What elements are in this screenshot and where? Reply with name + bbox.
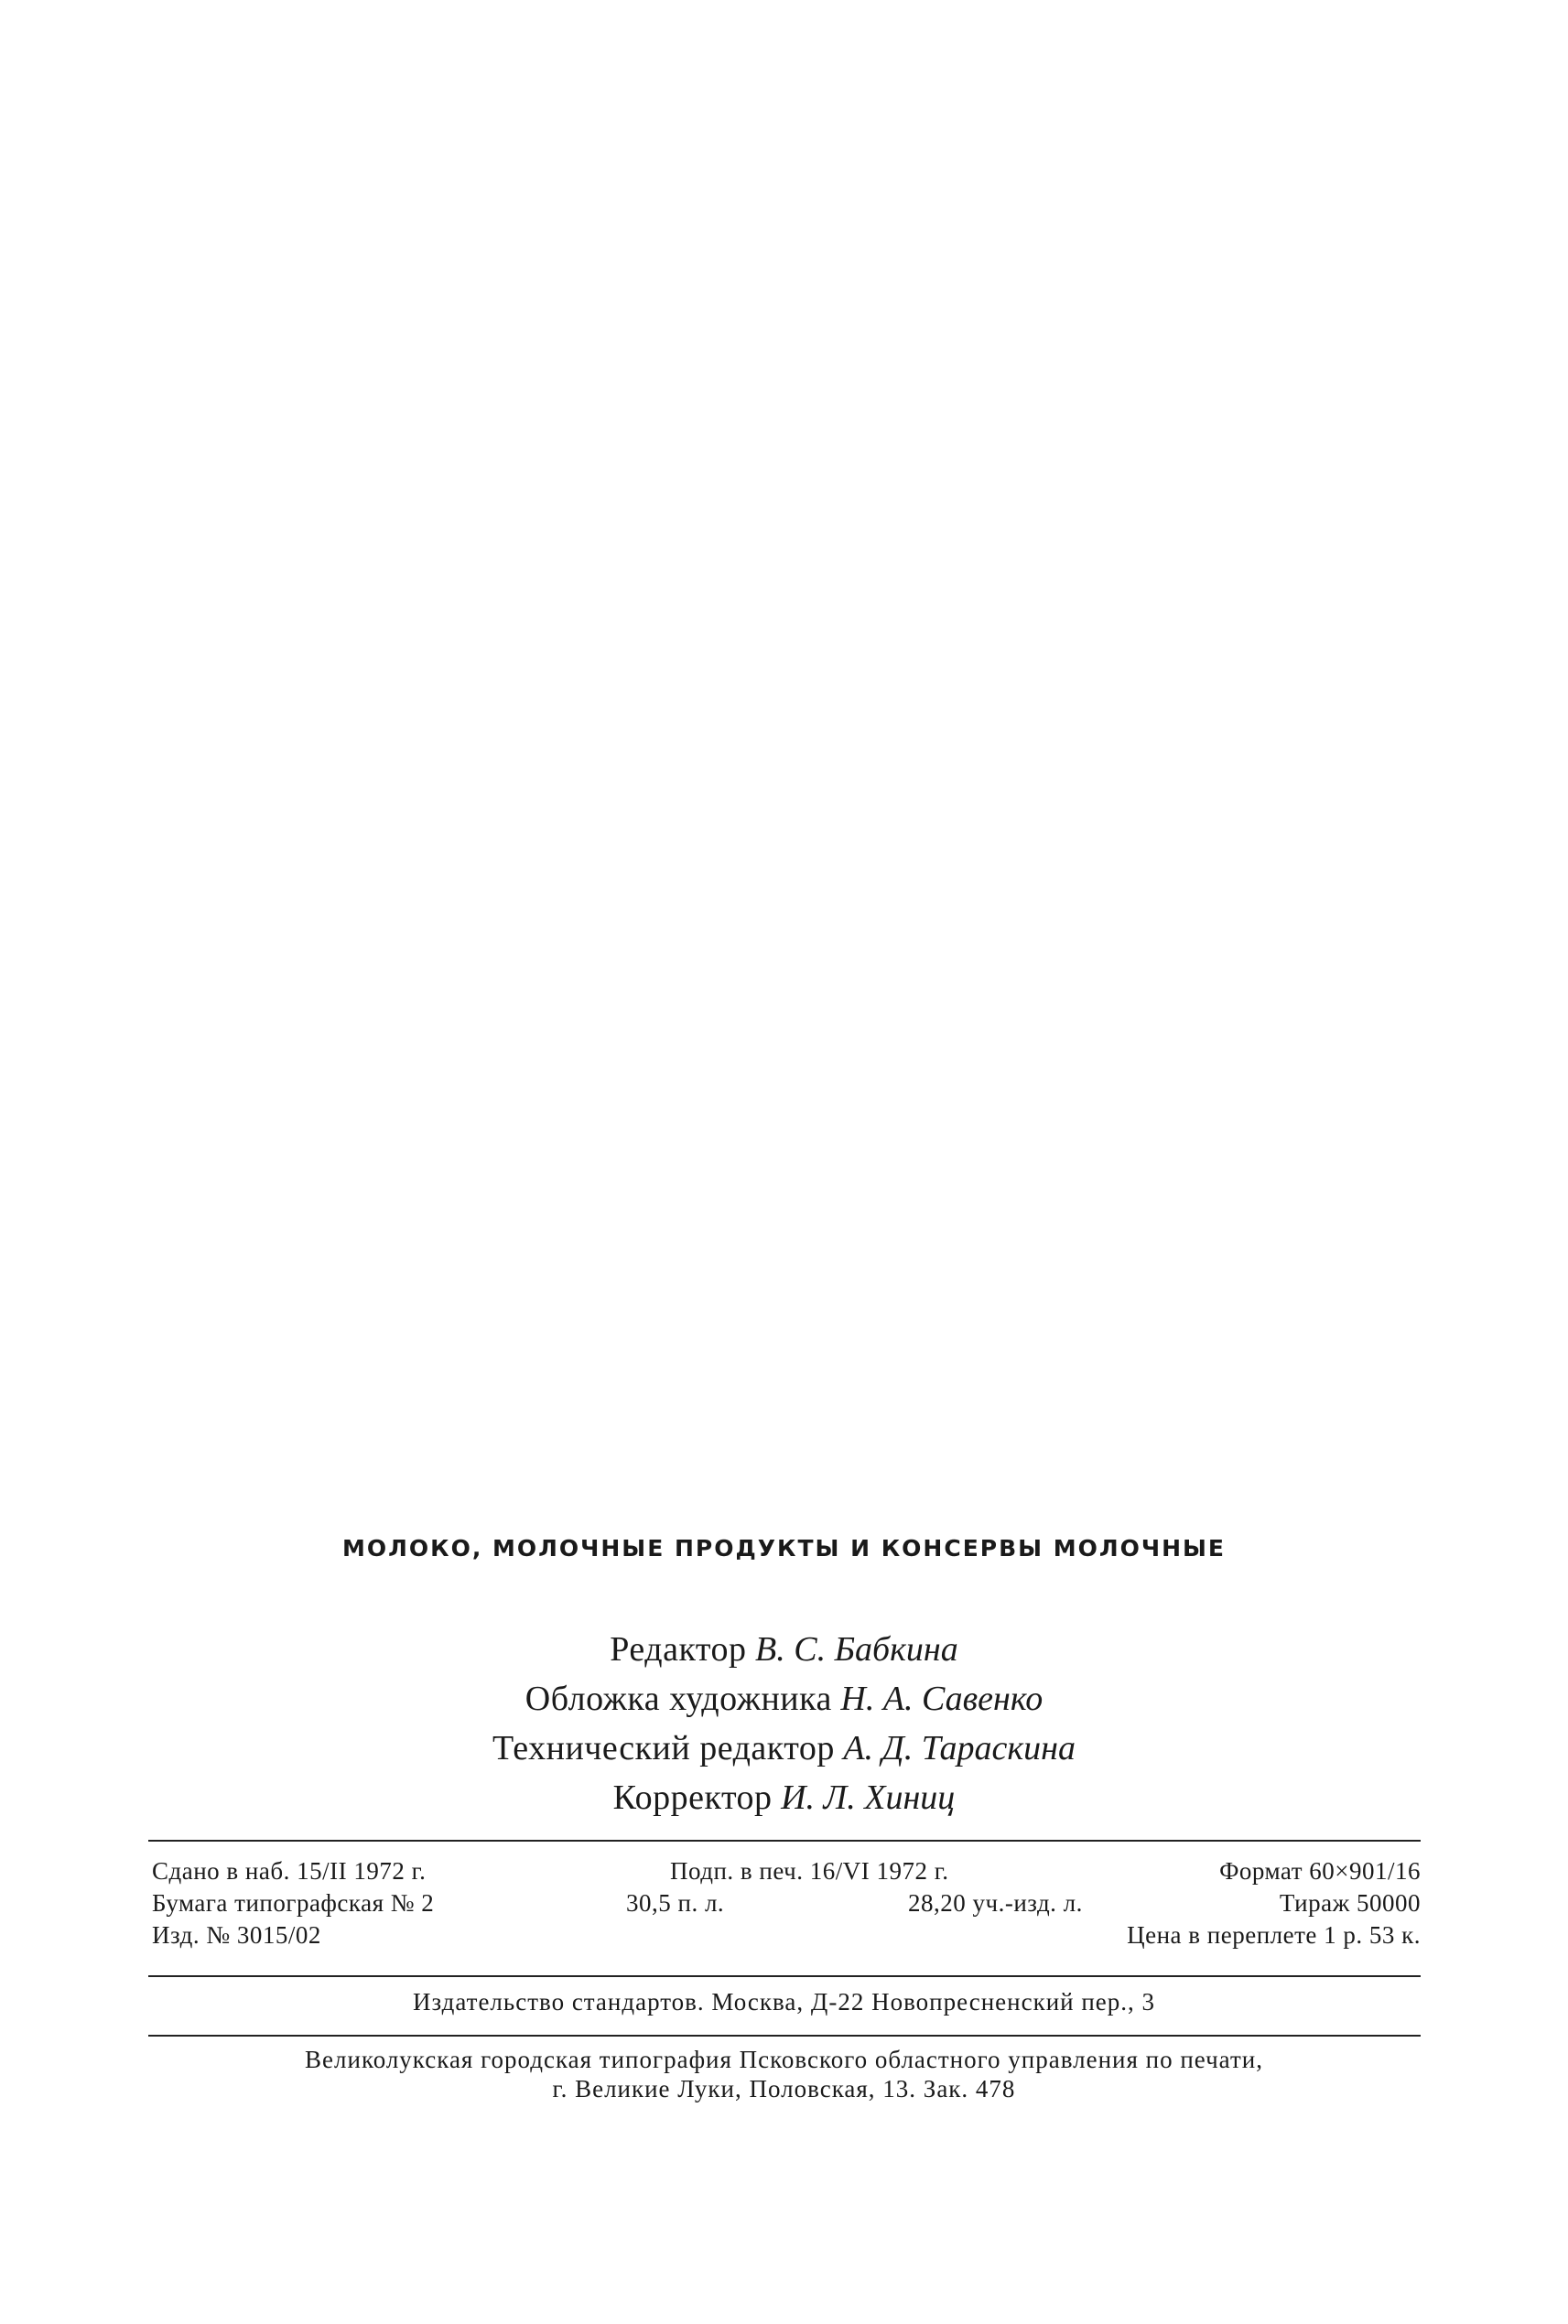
imprint-row	[148, 1887, 1421, 1919]
imprint-row	[148, 1919, 1421, 1951]
publisher-line: Издательство стандартов. Москва, Д-22 Новопресненский пер., 3	[412, 1988, 1156, 2016]
divider-rule	[148, 1840, 1421, 1842]
format-fraction: 1/16	[1374, 1857, 1421, 1885]
format-label: Формат 60×90	[1219, 1857, 1375, 1885]
signed-date: Подп. в печ. 16/VI 1972 г.	[670, 1857, 949, 1885]
credit-role: Редактор	[610, 1630, 747, 1669]
credit-name: А. Д. Тараскина	[843, 1729, 1076, 1767]
paper-type: Бумага типографская № 2	[152, 1889, 435, 1917]
credit-name: Н. А. Савенко	[840, 1680, 1044, 1718]
credit-cover-artist	[0, 1674, 1568, 1724]
credit-name: И. Л. Хиниц	[781, 1778, 956, 1817]
divider-rule	[148, 1975, 1421, 1977]
credit-editor	[0, 1625, 1568, 1674]
credit-proofreader	[0, 1773, 1568, 1822]
issue-number: Изд. № 3015/02	[152, 1921, 321, 1949]
book-title: МОЛОКО, МОЛОЧНЫЕ ПРОДУКТЫ И КОНСЕРВЫ МОЛОЧНЫЕ	[341, 1535, 1227, 1562]
submitted-date: Сдано в наб. 15/II 1972 г.	[152, 1857, 427, 1885]
credit-technical-editor	[0, 1724, 1568, 1773]
divider-rule	[148, 2035, 1421, 2037]
format-info	[1219, 1855, 1421, 1886]
imprint-row	[148, 1855, 1421, 1886]
printer-line-2: г. Великие Луки, Половская, 13. Зак. 478	[552, 2075, 1016, 2102]
credit-role: Обложка художника	[524, 1680, 832, 1718]
printer-line-1: Великолукская городская типография Псковского областного управления по печати,	[305, 2046, 1263, 2073]
credit-role: Технический редактор	[492, 1729, 835, 1767]
credit-name: В. С. Бабкина	[755, 1630, 958, 1669]
credit-role: Корректор	[612, 1778, 773, 1817]
printer-info	[0, 2045, 1568, 2103]
credits-block	[0, 1625, 1568, 1822]
print-run: Тираж 50000	[1279, 1889, 1421, 1917]
printed-sheets: 30,5 п. л.	[626, 1889, 725, 1917]
price: Цена в переплете 1 р. 53 к.	[1127, 1921, 1421, 1949]
edition-sheets: 28,20 уч.-изд. л.	[908, 1889, 1083, 1917]
